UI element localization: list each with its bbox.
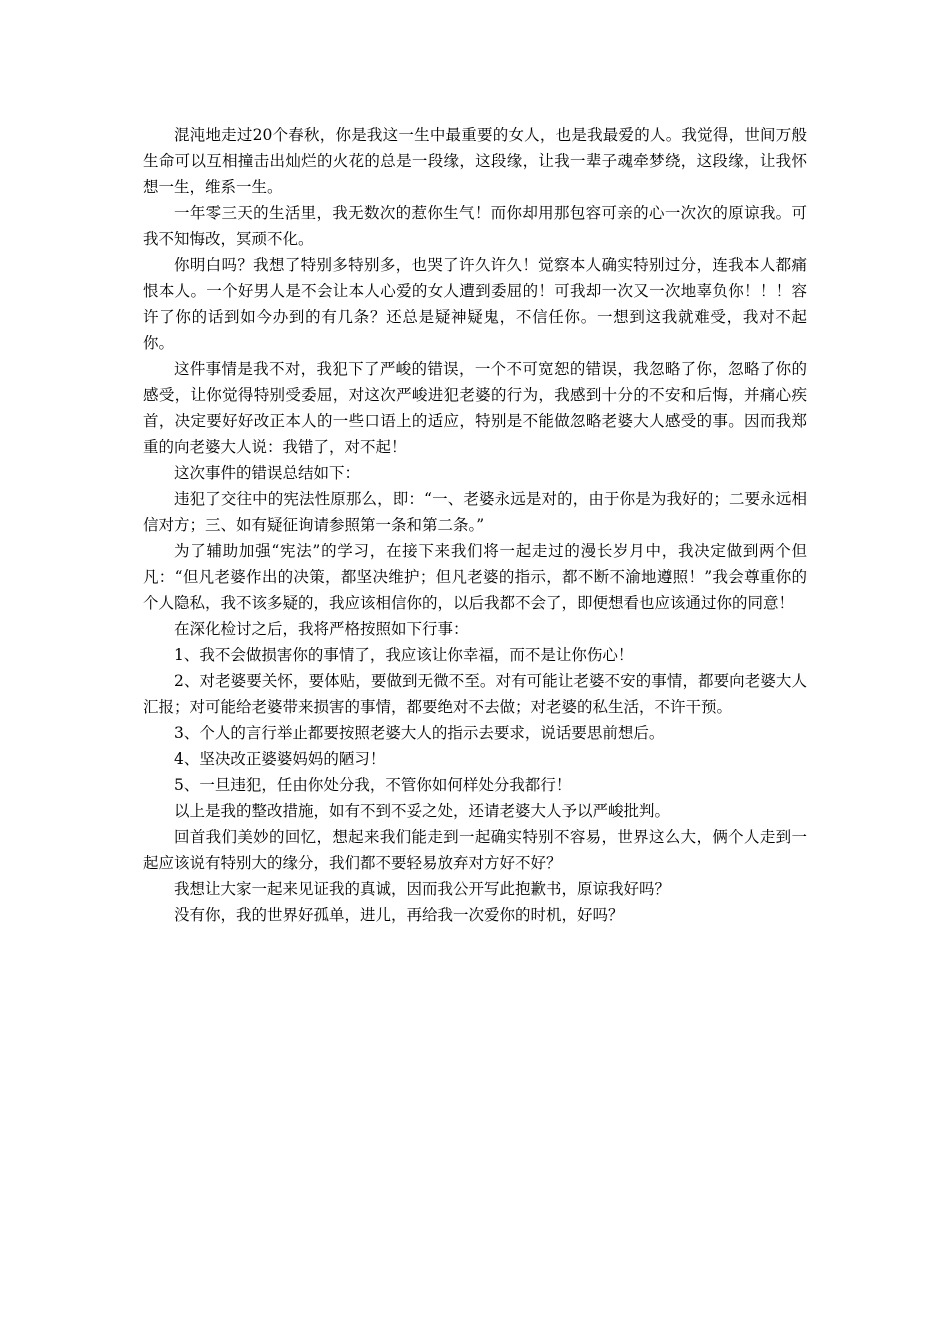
paragraph: 这件事情是我不对，我犯下了严峻的错误，一个不可宽恕的错误，我忽略了你，忽略了你的感受，让你觉得特别受委屈，对这次严峻进犯老婆的行为，我感到十分的不安和后悔，并痛心疾首，决定要好好改正本人的一些口语上的适应，特别是不能做忽略老婆大人感受的事。因而我郑重的向老婆大人说：我错了，对不起！: [143, 360, 807, 456]
paragraph: 混沌地走过20个春秋，你是我这一生中最重要的女人，也是我最爱的人。我觉得，世间万般生命可以互相撞击出灿烂的火花的总是一段缘，这段缘，让我一辈子魂牵梦绕，这段缘，让我怀想一生，维系一生。: [143, 126, 807, 196]
paragraph: 违犯了交往中的宪法性原那么，即：“一、老婆永远是对的，由于你是为我好的；二要永远相信对方；三、如有疑征询请参照第一条和第二条。”: [143, 490, 807, 534]
paragraph: 这次事件的错误总结如下：: [174, 464, 361, 482]
paragraph: 没有你，我的世界好孤单，进儿，再给我一次爱你的时机，好吗？: [174, 906, 624, 924]
document-body: [143, 122, 807, 928]
list-item: 3、个人的言行举止都要按照老婆大人的指示去要求，说话要思前想后。: [174, 724, 665, 742]
list-item: 5、一旦违犯，任由你处分我，不管你如何样处分我都行！: [174, 776, 572, 794]
paragraph: 以上是我的整改措施，如有不到不妥之处，还请老婆大人予以严峻批判。: [174, 802, 671, 820]
paragraph: 回首我们美妙的回忆，想起来我们能走到一起确实特别不容易，世界这么大，俩个人走到一起应该说有特别大的缘分，我们都不要轻易放弃对方好不好？: [143, 828, 807, 872]
list-item: 1、我不会做损害你的事情了，我应该让你幸福，而不是让你伤心！: [174, 646, 634, 664]
paragraph: 一年零三天的生活里，我无数次的惹你生气！而你却用那包容可亲的心一次次的原谅我。可我不知悔改，冥顽不化。: [143, 204, 807, 248]
paragraph: 为了辅助加强“宪法”的学习，在接下来我们将一起走过的漫长岁月中，我决定做到两个但凡：“但凡老婆作出的决策，都坚决维护；但凡老婆的指示，都不断不渝地遵照！”我会尊重你的个人隐私，我不该多疑的，我应该相信你的，以后我都不会了，即便想看也应该通过你的同意！: [143, 542, 807, 612]
paragraph: 我想让大家一起来见证我的真诚，因而我公开写此抱歉书，原谅我好吗？: [174, 880, 671, 898]
list-item: 4、坚决改正婆婆妈妈的陋习！: [174, 750, 386, 768]
list-item: 2、对老婆要关怀，要体贴，要做到无微不至。对有可能让老婆不安的事情，都要向老婆大人汇报；对可能给老婆带来损害的事情，都要绝对不去做；对老婆的私生活，不许干预。: [143, 672, 807, 716]
paragraph: 在深化检讨之后，我将严格按照如下行事：: [174, 620, 469, 638]
paragraph: 你明白吗？我想了特别多特别多，也哭了许久许久！觉察本人确实特别过分，连我本人都痛恨本人。一个好男人是不会让本人心爱的女人遭到委屈的！可我却一次又一次地辜负你！！！容许了你的话到如今办到的有几条？还总是疑神疑鬼，不信任你。一想到这我就难受，我对不起你。: [143, 256, 807, 352]
